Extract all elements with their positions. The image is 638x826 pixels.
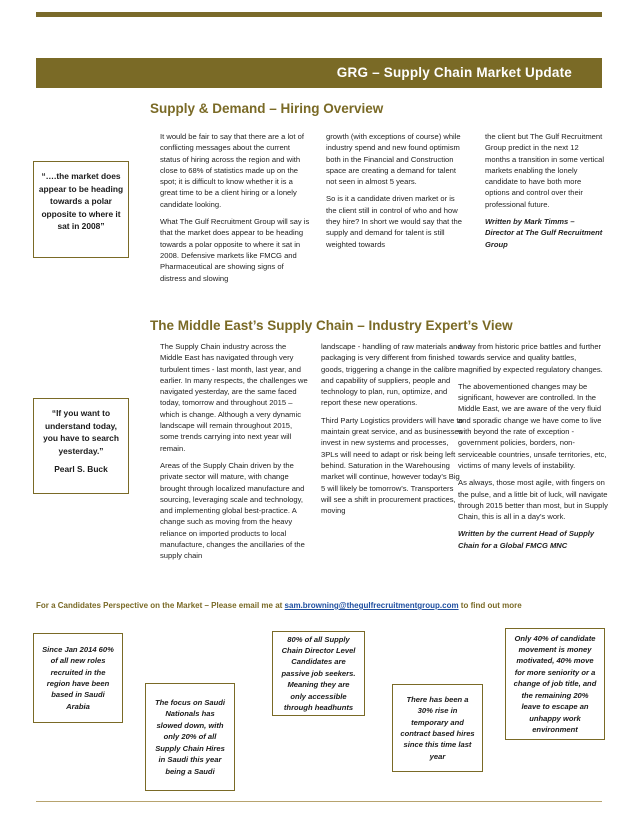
callout-stat [505, 628, 605, 740]
section2-quote-box [33, 398, 129, 494]
section1-col2-para: growth (with exceptions of course) while industry spend and new found optimism both in the Financial and Construction space are creating a demand for talent not seen in almost 5 years. [326, 132, 461, 187]
top-accent-bar [36, 12, 602, 17]
callout-stat [272, 631, 365, 716]
section1-column-2 [326, 131, 466, 256]
contact-email-link[interactable]: sam.browning@thegulfrecruitmentgroup.com [284, 601, 459, 610]
section1-title: Supply & Demand – Hiring Overview [150, 101, 384, 116]
section2-title: The Middle East’s Supply Chain – Industry Expert’s View [150, 318, 513, 333]
section2-column-1 [160, 341, 310, 568]
contact-suffix: to find out more [458, 601, 522, 610]
section2-quote: “If you want to understand today, you have to search yesterday.” [43, 408, 119, 456]
header-title: GRG – Supply Chain Market Update [336, 65, 572, 80]
bottom-divider [36, 801, 602, 802]
section1-column-3 [485, 131, 605, 256]
callout-stat [145, 683, 235, 791]
section2-col1-para: The Supply Chain industry across the Middle East has navigated through very turbulent times - last month, last year, and earlier. In many respects, the challenges we navigated yesterday, are the same faced today, tomorrow and throughout 2015 – which is change. Although a very dynamic landscape will remain throughout 2015, some trends carrying into next year will remain. [160, 342, 308, 453]
callout-text: Since Jan 2014 60% of all new roles recruited in the region have been based in Saudi Arabia [42, 644, 114, 711]
section1-col2-para: So is it a candidate driven market or is the client still in control of who and how they hire? In short we would say that the supply and demand for talent is still weighted towards [326, 194, 462, 249]
section2-col2-para: landscape - handling of raw materials and packaging is very different from finished goods, triggering a change in the calibre and capability of suppliers, people and technology to plan, run, optimize, and report these new operations. [321, 342, 462, 408]
callout-text: The focus on Saudi Nationals has slowed down, with only 20% of all Supply Chain Hires in Saudi this year being a Saudi [154, 698, 226, 776]
callout-stat [33, 633, 123, 723]
callout-text: There has been a 30% rise in temporary and contract based hires since this time last year [400, 694, 475, 761]
section1-col3-para: the client but The Gulf Recruitment Group predict in the next 12 months a transition in some vertical markets enabling the lonely candidate to have both more options and control over their professional future. [485, 132, 605, 209]
section2-col3-para: away from historic price battles and further towards service and quality battles, magnified by expected regulatory changes. [458, 342, 603, 374]
header-banner [36, 58, 602, 88]
section2-quote-author: Pearl S. Buck [54, 464, 108, 475]
section1-column-1 [160, 131, 310, 290]
section2-col3-para: As always, those most agile, with fingers on the pulse, and a little bit of luck, will navigate through 2015 better than most, but in Supply Chain, this is all in a day’s work. [458, 478, 608, 522]
section1-quote-box [33, 161, 129, 258]
section1-author: Written by Mark Timms – Director at The Gulf Recruitment Group [485, 217, 603, 249]
contact-prefix: For a Candidates Perspective on the Market – Please email me at [36, 601, 285, 610]
contact-line [36, 601, 636, 610]
section2-col2-para: Third Party Logistics providers will have to maintain great service, and as businesses invest in new systems and processes, 3PLs will need to adapt or risk being left behind. Saturation in the Warehousing market will continue, however today’s Big 5 will likely be tomorrow’s. Transporters will see a shift in procurement practices, moving [321, 415, 463, 516]
section1-col1-para: It would be fair to say that there are a lot of conflicting messages about the current status of hiring across the region and with close to 68% of statistics made up on the spot; it is difficult to know whether it is a great time to be a client hiring or a lonely candidate looking. [160, 132, 304, 209]
section2-col3-para: The abovementioned changes may be significant, however are controlled. In the Middle East, we are aware of the very fluid and sporadic change we have come to live with beyond the rate of exception - government policies, borders, non-serviceable countries, unsafe territories, etc, victims of many levels of instability. [458, 381, 607, 470]
section2-column-3 [458, 341, 610, 557]
section2-column-2 [321, 341, 466, 522]
section1-quote: “….the market does appear to be heading towards a polar opposite to where it sat in 2008” [38, 171, 124, 232]
section2-col1-para: Areas of the Supply Chain driven by the private sector will mature, with change brought through localized manufacture and sourcing, leveraging scale and technology, and implementing global best-practice. A change such as moving from the heavy reliance on imported products to local manufacture, changes the ancillaries of the supply chain [160, 460, 305, 561]
callout-text: Only 40% of candidate movement is money motivated, 40% move for more seniority or a change of job title, and the remaining 20% leave to escape an unhappy work environment [513, 633, 597, 734]
callout-stat [392, 684, 483, 772]
callout-text: 80% of all Supply Chain Director Level Candidates are passive job seekers. Meaning they are only accessible through headhunts [281, 634, 356, 713]
section1-col1-para: What The Gulf Recruitment Group will say is that the market does appear to be heading towards a polar opposite to where it sat in 2008. Defensive markets like FMCG and Pharmaceutical are showing signs of distress and slowing [160, 217, 310, 283]
section2-author: Written by the current Head of Supply Chain for a Global FMCG MNC [458, 529, 595, 550]
